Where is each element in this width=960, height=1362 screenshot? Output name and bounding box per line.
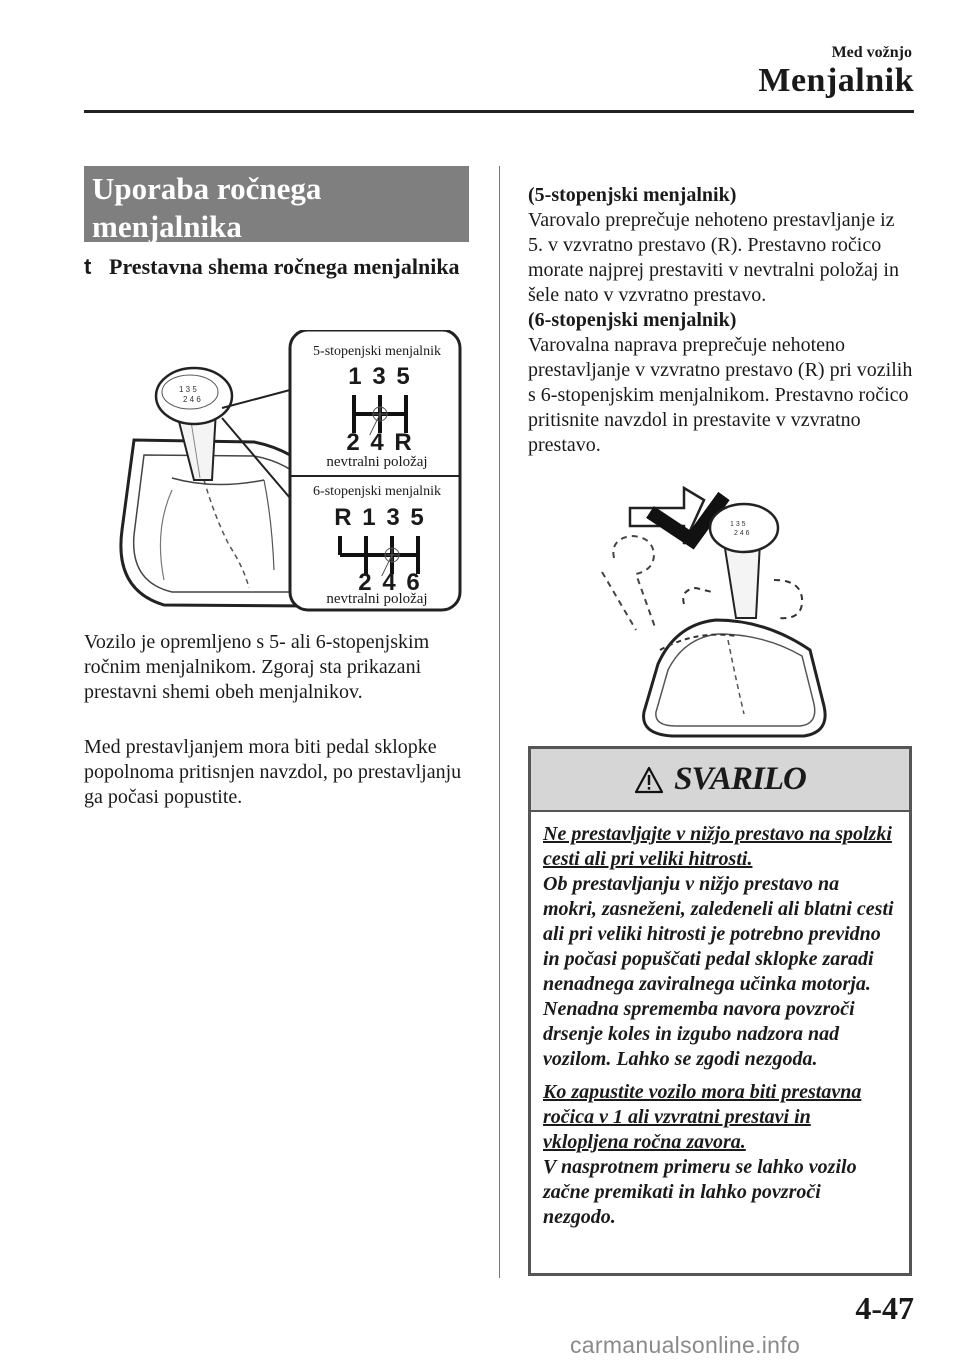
heading-5-speed: (5-stopenjski menjalnik)	[528, 184, 737, 206]
neutral-label-6: nevtralni položaj	[326, 591, 428, 607]
svg-text:2 4 6: 2 4 6	[734, 530, 750, 537]
section-title: Uporaba ročnega menjalnika	[84, 166, 469, 242]
paragraph-6-speed: Varovalna naprava preprečuje nehoteno prestavljanje v vzvratno prestavo (R) pri vozilih s 6-stopenjskim menjalnikom. Prestavno ročico pritisnite navzdol in prestavite v vzvratno prestavo.	[528, 334, 913, 456]
gears-5-bottom: 2 4 R	[346, 429, 414, 456]
warning-body	[531, 812, 909, 1230]
subsection-heading	[84, 252, 474, 282]
subsection-title: Prestavna shema ročnega menjalnika	[109, 254, 460, 279]
gears-5-top: 1 3 5	[348, 363, 412, 390]
column-divider	[499, 166, 500, 1278]
warning-text-1: Ob prestavljanju v nižjo prestavo na mokri, zasneženi, zaledeneli ali blatni cesti ali pri veliki hitrosti je potrebno previdno in počasi popuščati pedal sklopke zaradi nenadnega zaviralnega učinka motorja. Nenadna sprememba navora povzroči drsenje koles in izgubo nadzora nad vozilom. Lahko se zgodi nezgoda.	[543, 873, 894, 1070]
page-number: 4-47	[855, 1290, 914, 1326]
header-section-label: Med vožnjo	[831, 44, 912, 61]
header-rule	[84, 110, 914, 113]
paragraph-intro: Vozilo je opremljeno s 5- ali 6-stopenjskim ročnim menjalnikom. Zgoraj sta prikazani prestavni shemi obeh menjalnikov.	[84, 631, 430, 703]
paragraph-clutch: Med prestavljanjem mora biti pedal sklopke popolnoma pritisnjen navzdol, po prestavljanju ga počasi popustite.	[84, 736, 462, 808]
warning-title: SVARILO	[674, 761, 806, 797]
svg-text:1 3 5: 1 3 5	[730, 521, 746, 528]
warning-triangle-icon	[634, 766, 664, 794]
svg-text:1 3 5: 1 3 5	[179, 385, 197, 394]
warning-lead-2: Ko zapustite vozilo mora biti prestavna ročica v 1 ali vzvratni prestavi in vklopljena ročna zavora.	[543, 1081, 862, 1153]
label-5-speed: 5-stopenjski menjalnik	[313, 344, 441, 359]
neutral-label-5: nevtralni položaj	[326, 454, 428, 470]
warning-box	[528, 746, 912, 1276]
paragraph-5-speed: Varovalo preprečuje nehoteno prestavljanje iz 5. v vzvratno prestavo (R). Prestavno ročico morate najprej prestaviti v nevtralni položaj in šele nato v vzvratno prestavo.	[528, 209, 899, 306]
subsection-marker: t	[84, 254, 92, 279]
heading-6-speed: (6-stopenjski menjalnik)	[528, 309, 737, 331]
right-column-text	[528, 183, 913, 458]
warning-header	[531, 749, 909, 812]
gears-6-top: R 1 3 5	[334, 504, 426, 531]
warning-text-2: V nasprotnem primeru se lahko vozilo začne premikati in lahko povzroči nezgodo.	[543, 1156, 857, 1228]
watermark: carmanualsonline.info	[570, 1332, 801, 1358]
gears-6-bottom: 2 4 6	[358, 569, 422, 596]
svg-text:2 4 6: 2 4 6	[183, 395, 201, 404]
warning-lead-1: Ne prestavljajte v nižjo prestavo na spolzki cesti ali pri veliki hitrosti.	[543, 823, 892, 870]
label-6-speed: 6-stopenjski menjalnik	[313, 484, 441, 499]
reverse-shift-illustration	[596, 480, 836, 738]
header-chapter-title: Menjalnik	[758, 62, 914, 99]
